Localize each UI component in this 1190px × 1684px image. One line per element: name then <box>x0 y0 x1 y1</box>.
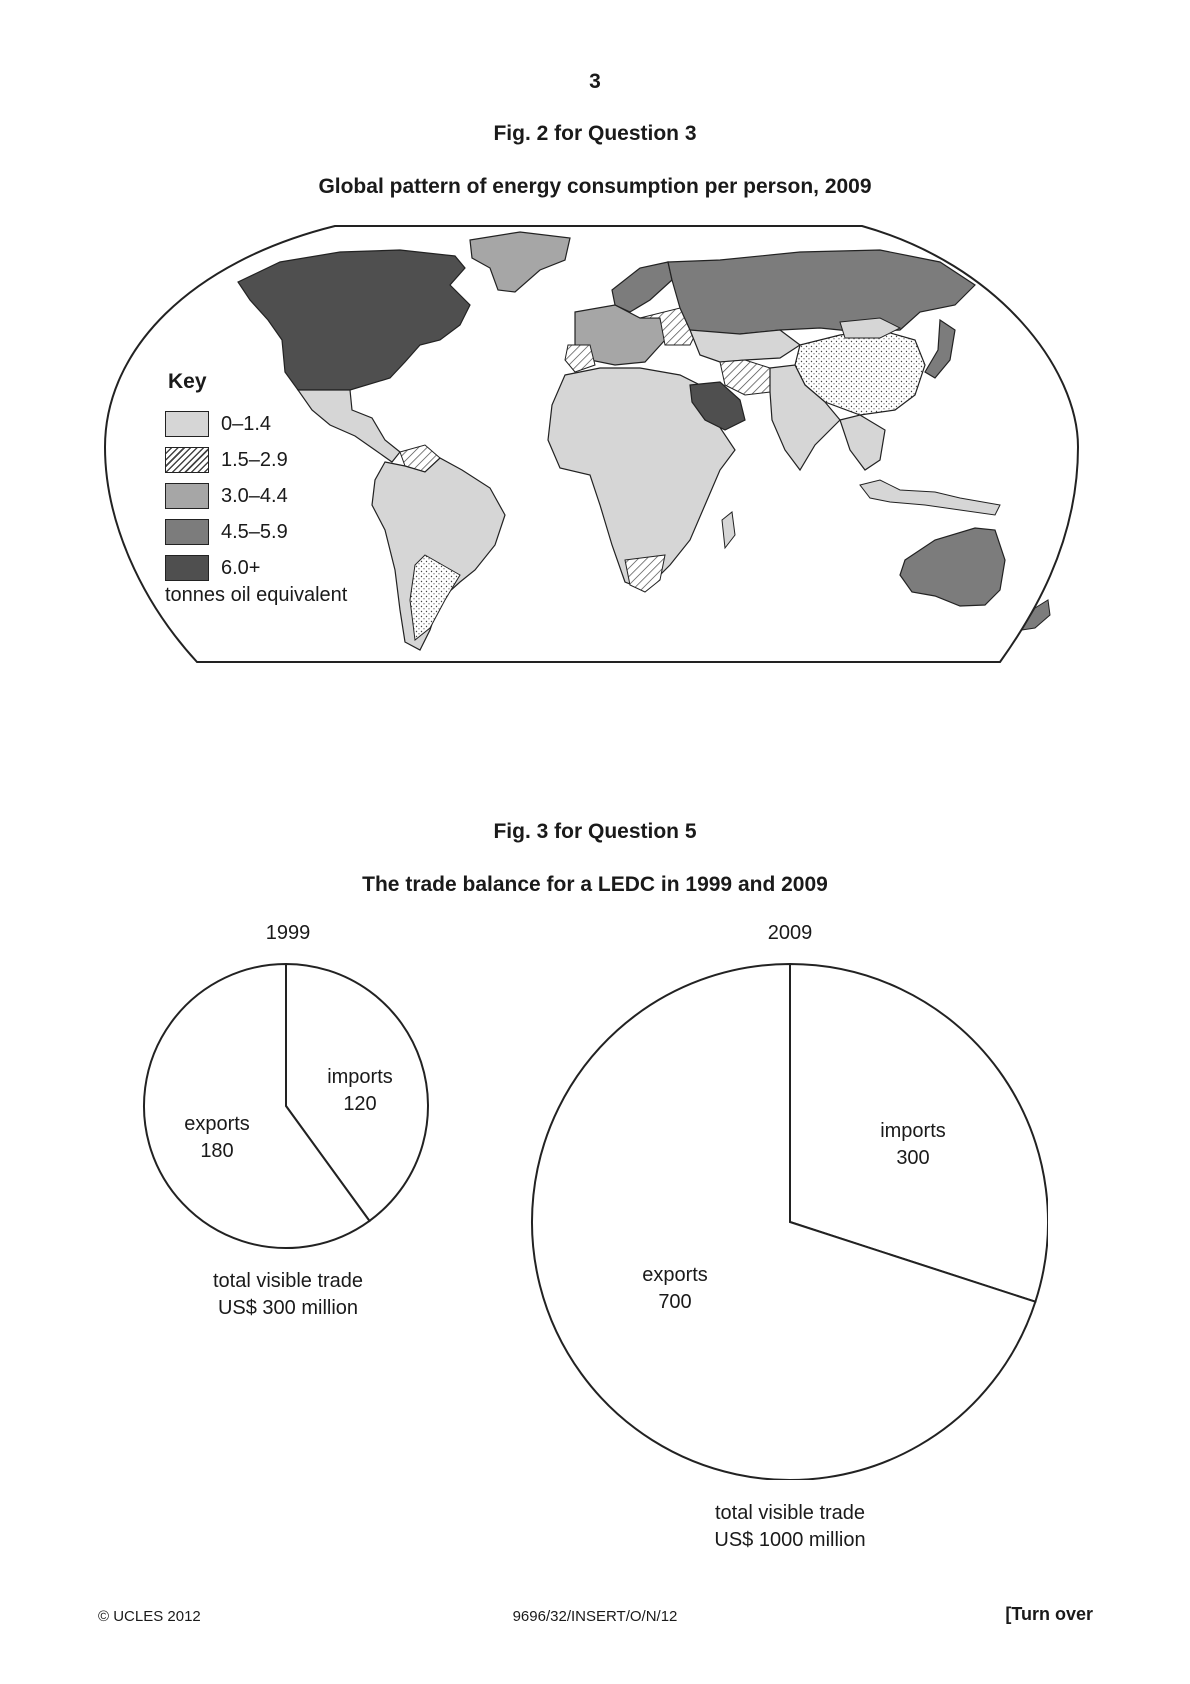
caption-line: US$ 1000 million <box>714 1529 866 1551</box>
slice-value: 700 <box>658 1291 692 1313</box>
map-key-title: Key <box>168 370 207 393</box>
key-item <box>165 446 288 474</box>
iberia-region <box>565 345 595 372</box>
key-item-label: 0–1.4 <box>221 412 272 435</box>
scandinavia-region <box>612 262 672 312</box>
page-number: 3 <box>589 70 601 93</box>
north-america-region <box>238 250 470 390</box>
key-item-label: 1.5–2.9 <box>221 448 288 471</box>
caption-line: total visible trade <box>212 1270 364 1292</box>
fig2-title: Fig. 2 for Question 3 <box>493 122 697 145</box>
key-item <box>165 482 288 510</box>
southeast-asia-region <box>840 415 885 470</box>
footer-code: 9696/32/INSERT/O/N/12 <box>512 1608 678 1625</box>
footer-copyright: © UCLES 2012 <box>98 1608 201 1625</box>
pie-2009-exports-label <box>620 1262 730 1316</box>
slice-value: 120 <box>343 1093 377 1115</box>
greenland-region <box>470 232 570 292</box>
pie-chart-2009 <box>528 960 1048 1480</box>
madagascar-region <box>722 512 735 548</box>
australia-region <box>900 528 1005 606</box>
turn-over-label: [Turn over <box>1005 1604 1093 1624</box>
russia-region <box>668 250 975 336</box>
pie-1999-imports-label <box>310 1064 410 1118</box>
south-america-region <box>372 458 505 650</box>
key-unit-label: tonnes oil equivalent <box>165 584 348 606</box>
pie-1999-caption <box>168 1268 408 1322</box>
slice-value: 180 <box>200 1140 234 1162</box>
key-swatch <box>165 447 209 473</box>
slice-name: exports <box>642 1264 708 1286</box>
slice-name: exports <box>184 1113 250 1135</box>
key-item-label: 3.0–4.4 <box>221 484 288 507</box>
slice-name: imports <box>880 1120 946 1142</box>
key-item <box>165 410 271 438</box>
caption-line: US$ 300 million <box>217 1297 359 1319</box>
pie-1999-exports-label <box>167 1111 267 1165</box>
slice-value: 300 <box>896 1147 930 1169</box>
key-item <box>165 554 260 582</box>
key-swatch <box>165 555 209 581</box>
key-item <box>165 518 288 546</box>
japan-region <box>925 320 955 378</box>
key-item-label: 6.0+ <box>221 556 261 579</box>
fig3-subtitle: The trade balance for a LEDC in 1999 and 2009 <box>362 873 828 896</box>
indonesia-region <box>860 480 1000 515</box>
key-swatch <box>165 519 209 545</box>
caption-line: total visible trade <box>714 1502 866 1524</box>
central-america-region <box>298 390 400 462</box>
key-swatch <box>165 411 209 437</box>
pie-1999-year: 1999 <box>265 922 311 944</box>
slice-name: imports <box>327 1066 393 1088</box>
key-swatch <box>165 483 209 509</box>
fig2-subtitle: Global pattern of energy consumption per person, 2009 <box>318 175 872 198</box>
pie-2009-imports-label <box>858 1118 968 1172</box>
key-item-label: 4.5–5.9 <box>221 520 288 543</box>
pie-2009-year: 2009 <box>767 922 813 944</box>
central-asia-region <box>690 330 800 362</box>
pie-2009-caption <box>660 1500 920 1554</box>
fig3-title: Fig. 3 for Question 5 <box>493 820 697 843</box>
south-africa-region <box>625 555 665 592</box>
